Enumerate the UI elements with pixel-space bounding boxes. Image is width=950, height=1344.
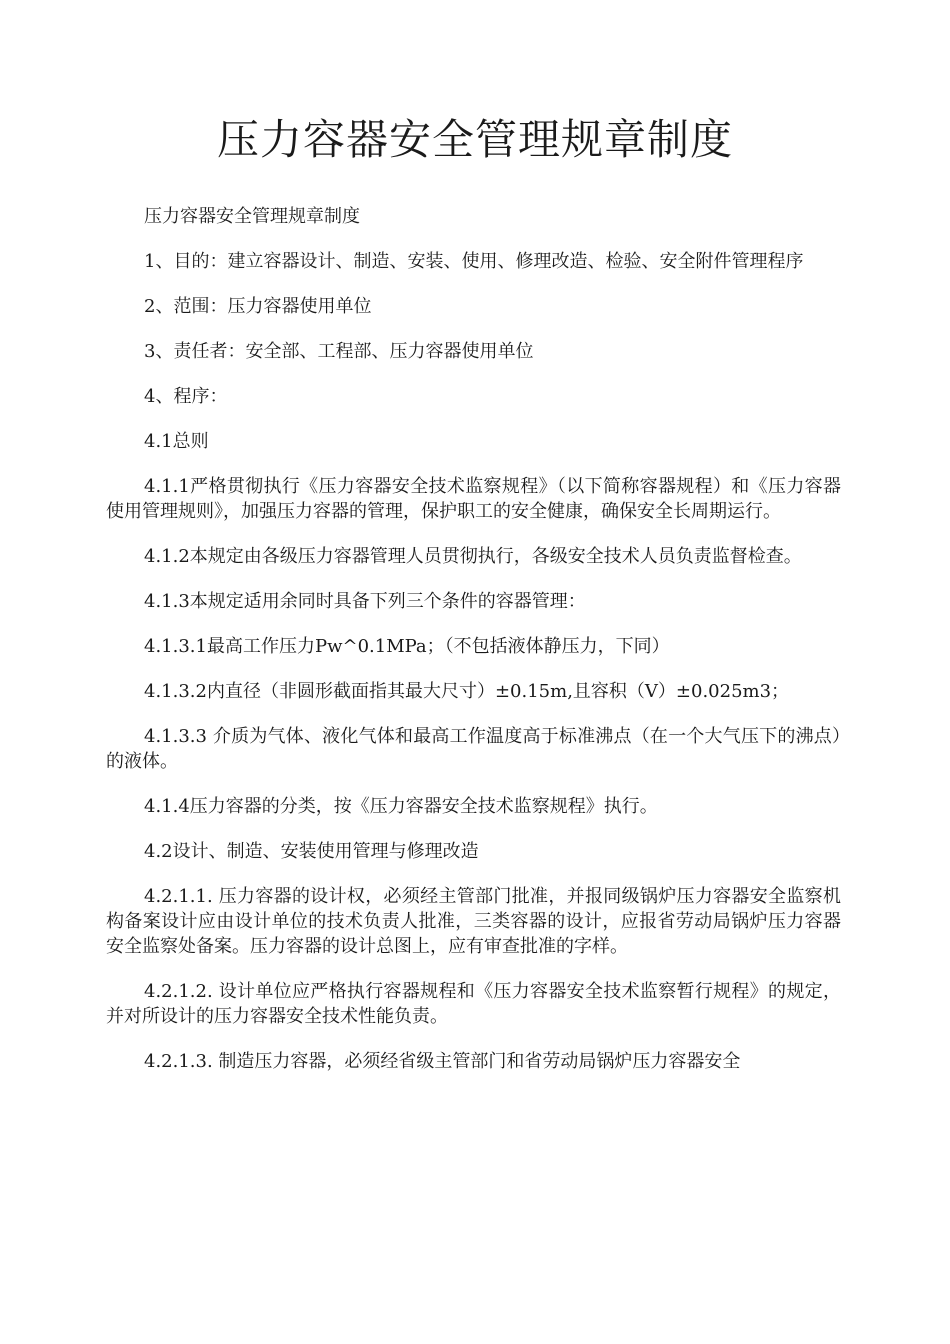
paragraph-4-1-1: 4.1.1严格贯彻执行《压力容器安全技术监察规程》（以下简称容器规程）和《压力容器使用管理规则》，加强压力容器的管理，保护职工的安全健康，确保安全长周期运行。 [106, 476, 841, 522]
paragraph-scope: 2、范围：压力容器使用单位 [144, 296, 372, 317]
document-title: 压力容器安全管理规章制度 [216, 115, 733, 164]
paragraph-4-2: 4.2设计、制造、安装使用管理与修理改造 [144, 841, 479, 862]
paragraph-4-1-4: 4.1.4压力容器的分类，按《压力容器安全技术监察规程》执行。 [144, 796, 658, 817]
paragraph-4-1-3-2: 4.1.3.2内直径（非圆形截面指其最大尺寸）±0.15m,且容积（V）±0.025m3； [144, 681, 790, 702]
paragraph-4-2-1-2: 4.2.1.2. 设计单位应严格执行容器规程和《压力容器安全技术监察暂行规程》的规定，并对所设计的压力容器安全技术性能负责。 [106, 981, 841, 1027]
paragraph-4-1-2: 4.1.2本规定由各级压力容器管理人员贯彻执行，各级安全技术人员负责监督检查。 [144, 546, 802, 567]
document-body [106, 204, 841, 1094]
paragraph-4-2-1-3: 4.2.1.3. 制造压力容器，必须经省级主管部门和省劳动局锅炉压力容器安全 [144, 1051, 741, 1072]
paragraph-purpose: 1、目的：建立容器设计、制造、安装、使用、修理改造、检验、安全附件管理程序 [144, 251, 804, 272]
paragraph-procedure: 4、程序： [144, 386, 228, 407]
paragraph-4-1-3: 4.1.3本规定适用余同时具备下列三个条件的容器管理： [144, 591, 586, 612]
paragraph-4-1: 4.1总则 [144, 431, 209, 452]
paragraph-4-2-1-1: 4.2.1.1. 压力容器的设计权，必须经主管部门批准，并报同级锅炉压力容器安全监察机构备案设计应由设计单位的技术负责人批准，三类容器的设计，应报省劳动局锅炉压力容器安全监察处备案。压力容器的设计总图上，应有审查批准的字样。 [106, 886, 841, 957]
paragraph-4-1-3-3: 4.1.3.3 介质为气体、液化气体和最高工作温度高于标准沸点（在一个大气压下的沸点）的液体。 [106, 726, 841, 772]
paragraph-4-1-3-1: 4.1.3.1最高工作压力Pw^0.1MPa；（不包括液体静压力，下同） [144, 636, 670, 657]
paragraph-responsible: 3、责任者：安全部、工程部、压力容器使用单位 [144, 341, 534, 362]
paragraph-subtitle: 压力容器安全管理规章制度 [144, 206, 360, 227]
